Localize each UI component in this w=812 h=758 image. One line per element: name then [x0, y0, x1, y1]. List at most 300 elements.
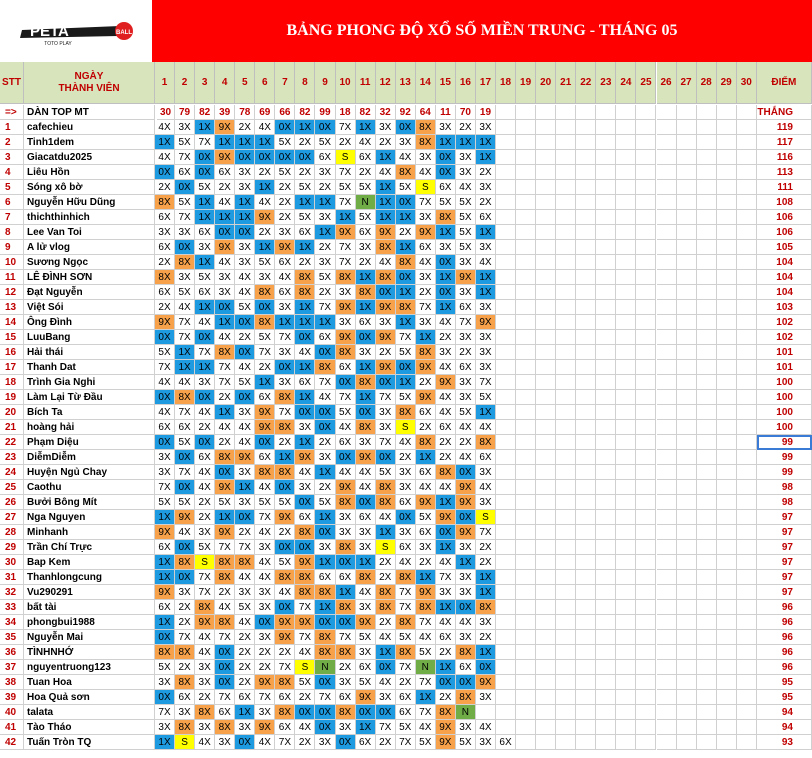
score-cell[interactable]: 3X [315, 255, 335, 270]
score-cell[interactable]: 1X [215, 315, 235, 330]
score-cell[interactable] [496, 450, 516, 465]
score-cell[interactable] [657, 435, 677, 450]
score-cell[interactable]: 6X [436, 180, 456, 195]
score-cell[interactable] [556, 675, 576, 690]
score-cell[interactable] [677, 630, 697, 645]
score-cell[interactable] [717, 510, 737, 525]
score-cell[interactable]: 1X [315, 600, 335, 615]
score-cell[interactable]: 8X [336, 645, 356, 660]
score-cell[interactable] [616, 270, 636, 285]
score-cell[interactable]: 1X [215, 135, 235, 150]
score-cell[interactable]: 6X [155, 285, 175, 300]
score-cell[interactable]: 7X [336, 120, 356, 135]
score-cell[interactable]: 7X [215, 690, 235, 705]
score-cell[interactable]: 6X [356, 150, 376, 165]
score-cell[interactable] [737, 150, 757, 165]
score-cell[interactable] [616, 345, 636, 360]
score-cell[interactable] [516, 270, 536, 285]
score-cell[interactable]: 7X [416, 300, 436, 315]
score-cell[interactable] [496, 615, 516, 630]
score-cell[interactable]: 1X [215, 405, 235, 420]
score-cell[interactable]: 8X [396, 615, 416, 630]
score-cell[interactable]: 6X [235, 690, 255, 705]
score-cell[interactable]: 8X [376, 600, 396, 615]
score-cell[interactable]: 0X [456, 675, 476, 690]
score-cell[interactable] [596, 270, 616, 285]
score-cell[interactable] [697, 405, 717, 420]
score-cell[interactable]: 1X [416, 690, 436, 705]
score-cell[interactable] [536, 150, 556, 165]
score-cell[interactable]: 5X [336, 180, 356, 195]
score-cell[interactable]: 3X [315, 540, 335, 555]
score-cell[interactable]: 3X [235, 465, 255, 480]
score-cell[interactable]: 4X [396, 150, 416, 165]
score-cell[interactable]: 8X [215, 615, 235, 630]
score-cell[interactable] [737, 480, 757, 495]
score-cell[interactable] [717, 615, 737, 630]
score-cell[interactable]: 7X [315, 690, 335, 705]
score-cell[interactable] [576, 465, 596, 480]
score-cell[interactable]: 3X [155, 225, 175, 240]
score-cell[interactable]: 7X [255, 510, 275, 525]
score-cell[interactable]: 0X [235, 390, 255, 405]
score-cell[interactable]: 4X [235, 420, 255, 435]
score-cell[interactable]: 5X [456, 225, 476, 240]
top-number-day-2[interactable]: 79 [175, 105, 195, 120]
top-number-day-3[interactable]: 82 [195, 105, 215, 120]
member-name[interactable]: cafechieu [24, 120, 155, 135]
score-cell[interactable]: 6X [275, 285, 295, 300]
score-cell[interactable]: 6X [195, 225, 215, 240]
score-cell[interactable]: 0X [315, 405, 335, 420]
score-cell[interactable]: 9X [255, 210, 275, 225]
score-cell[interactable]: 3X [175, 120, 195, 135]
score-cell[interactable] [616, 720, 636, 735]
score-cell[interactable]: 3X [255, 705, 275, 720]
score-cell[interactable] [576, 525, 596, 540]
score-cell[interactable]: 5X [376, 465, 396, 480]
score-cell[interactable] [677, 375, 697, 390]
score-cell[interactable]: 8X [376, 270, 396, 285]
score-cell[interactable]: 9X [215, 240, 235, 255]
score-cell[interactable]: 9X [376, 360, 396, 375]
score-cell[interactable]: 1X [376, 525, 396, 540]
score-cell[interactable]: 1X [356, 300, 376, 315]
score-cell[interactable]: 4X [376, 255, 396, 270]
score-cell[interactable]: 4X [376, 510, 396, 525]
score-cell[interactable] [596, 645, 616, 660]
score-cell[interactable] [496, 300, 516, 315]
score-cell[interactable]: 0X [275, 480, 295, 495]
score-cell[interactable]: 7X [275, 735, 295, 750]
score-cell[interactable]: 2X [175, 615, 195, 630]
score-cell[interactable] [496, 150, 516, 165]
score-cell[interactable]: 2X [295, 135, 315, 150]
score-cell[interactable]: 6X [416, 405, 436, 420]
score-cell[interactable] [636, 540, 656, 555]
score-cell[interactable] [596, 300, 616, 315]
score-cell[interactable] [697, 480, 717, 495]
top-number-day-15[interactable]: 11 [436, 105, 456, 120]
score-cell[interactable]: 8X [195, 600, 215, 615]
score-cell[interactable] [556, 120, 576, 135]
score-cell[interactable]: 0X [275, 600, 295, 615]
score-cell[interactable] [516, 240, 536, 255]
score-cell[interactable]: 5X [356, 180, 376, 195]
score-cell[interactable]: 4X [436, 555, 456, 570]
score-cell[interactable]: 9X [215, 480, 235, 495]
score-cell[interactable]: 9X [336, 300, 356, 315]
score-cell[interactable] [536, 330, 556, 345]
score-cell[interactable] [536, 345, 556, 360]
score-cell[interactable] [697, 570, 717, 585]
score-cell[interactable]: 3X [315, 210, 335, 225]
score-cell[interactable]: 5X [476, 390, 496, 405]
score-cell[interactable]: 8X [295, 525, 315, 540]
score-cell[interactable] [516, 615, 536, 630]
score-cell[interactable] [596, 210, 616, 225]
score-cell[interactable]: 3X [155, 675, 175, 690]
score-cell[interactable]: 7X [195, 135, 215, 150]
score-cell[interactable] [677, 510, 697, 525]
score-cell[interactable] [717, 420, 737, 435]
score-cell[interactable] [737, 390, 757, 405]
score-cell[interactable] [496, 705, 516, 720]
score-cell[interactable]: 1X [416, 570, 436, 585]
score-cell[interactable]: 8X [436, 465, 456, 480]
score-cell[interactable] [737, 510, 757, 525]
score-cell[interactable]: 9X [195, 615, 215, 630]
score-cell[interactable]: 9X [295, 615, 315, 630]
score-cell[interactable]: 4X [315, 390, 335, 405]
score-cell[interactable] [636, 165, 656, 180]
score-cell[interactable]: 2X [315, 180, 335, 195]
score-cell[interactable]: 9X [255, 420, 275, 435]
score-cell[interactable]: 1X [376, 195, 396, 210]
score-cell[interactable]: 2X [376, 735, 396, 750]
score-cell[interactable]: 0X [215, 465, 235, 480]
top-number-day-17[interactable]: 19 [476, 105, 496, 120]
score-cell[interactable] [556, 435, 576, 450]
member-points[interactable]: 99 [757, 450, 812, 465]
member-name[interactable]: Phạm Diệu [24, 435, 155, 450]
score-cell[interactable]: 0X [396, 510, 416, 525]
score-cell[interactable]: 3X [416, 540, 436, 555]
score-cell[interactable] [737, 285, 757, 300]
score-cell[interactable] [677, 150, 697, 165]
score-cell[interactable]: 7X [215, 540, 235, 555]
score-cell[interactable]: 1X [175, 345, 195, 360]
score-cell[interactable] [636, 510, 656, 525]
score-cell[interactable] [737, 615, 757, 630]
score-cell[interactable]: 7X [295, 600, 315, 615]
score-cell[interactable]: 6X [336, 570, 356, 585]
member-points[interactable]: 97 [757, 555, 812, 570]
score-cell[interactable]: 0X [315, 120, 335, 135]
score-cell[interactable]: 2X [215, 435, 235, 450]
score-cell[interactable]: 8X [295, 585, 315, 600]
score-cell[interactable]: 7X [476, 375, 496, 390]
score-cell[interactable] [596, 615, 616, 630]
score-cell[interactable]: 3X [356, 540, 376, 555]
score-cell[interactable] [717, 645, 737, 660]
score-cell[interactable]: 6X [336, 435, 356, 450]
score-cell[interactable]: 3X [456, 630, 476, 645]
score-cell[interactable]: 3X [195, 240, 215, 255]
score-cell[interactable]: 1X [155, 510, 175, 525]
score-cell[interactable] [556, 255, 576, 270]
score-cell[interactable]: 7X [315, 375, 335, 390]
score-cell[interactable]: 1X [255, 240, 275, 255]
score-cell[interactable] [717, 660, 737, 675]
score-cell[interactable] [556, 615, 576, 630]
score-cell[interactable]: S [195, 555, 215, 570]
score-cell[interactable]: 2X [436, 435, 456, 450]
score-cell[interactable] [536, 270, 556, 285]
score-cell[interactable]: 4X [436, 480, 456, 495]
score-cell[interactable]: 3X [456, 330, 476, 345]
score-cell[interactable]: 4X [275, 270, 295, 285]
score-cell[interactable] [657, 600, 677, 615]
score-cell[interactable] [636, 195, 656, 210]
score-cell[interactable]: 3X [235, 720, 255, 735]
score-cell[interactable] [556, 720, 576, 735]
score-cell[interactable]: 0X [155, 390, 175, 405]
score-cell[interactable] [556, 450, 576, 465]
score-cell[interactable]: 4X [396, 555, 416, 570]
score-cell[interactable] [576, 150, 596, 165]
score-cell[interactable]: 1X [295, 300, 315, 315]
score-cell[interactable]: 0X [436, 285, 456, 300]
score-cell[interactable]: 0X [235, 225, 255, 240]
score-cell[interactable] [697, 330, 717, 345]
score-cell[interactable] [717, 540, 737, 555]
score-cell[interactable] [717, 555, 737, 570]
score-cell[interactable] [616, 525, 636, 540]
score-cell[interactable] [677, 600, 697, 615]
score-cell[interactable]: 6X [436, 420, 456, 435]
member-name[interactable]: Việt Sói [24, 300, 155, 315]
score-cell[interactable] [657, 645, 677, 660]
score-cell[interactable] [717, 705, 737, 720]
score-cell[interactable] [596, 690, 616, 705]
score-cell[interactable]: 7X [175, 210, 195, 225]
score-cell[interactable]: 1X [436, 300, 456, 315]
score-cell[interactable]: 6X [436, 630, 456, 645]
score-cell[interactable]: 3X [356, 645, 376, 660]
score-cell[interactable]: 0X [456, 600, 476, 615]
member-points[interactable]: 95 [757, 675, 812, 690]
score-cell[interactable] [636, 375, 656, 390]
score-cell[interactable]: 5X [456, 240, 476, 255]
score-cell[interactable]: 6X [476, 210, 496, 225]
score-cell[interactable]: 7X [436, 570, 456, 585]
score-cell[interactable]: 2X [235, 675, 255, 690]
score-cell[interactable]: 3X [356, 525, 376, 540]
score-cell[interactable]: 1X [356, 270, 376, 285]
score-cell[interactable]: 9X [336, 225, 356, 240]
score-cell[interactable]: 7X [215, 630, 235, 645]
score-cell[interactable]: 7X [215, 360, 235, 375]
score-cell[interactable]: 2X [396, 225, 416, 240]
score-cell[interactable]: 5X [315, 270, 335, 285]
score-cell[interactable] [596, 360, 616, 375]
score-cell[interactable] [717, 360, 737, 375]
score-cell[interactable]: 6X [295, 510, 315, 525]
score-cell[interactable] [697, 600, 717, 615]
score-cell[interactable]: 3X [235, 165, 255, 180]
score-cell[interactable] [697, 375, 717, 390]
score-cell[interactable] [737, 315, 757, 330]
score-cell[interactable]: 4X [456, 180, 476, 195]
score-cell[interactable] [596, 120, 616, 135]
top-number-day-28[interactable] [697, 105, 717, 120]
score-cell[interactable]: 3X [275, 225, 295, 240]
score-cell[interactable] [556, 540, 576, 555]
score-cell[interactable] [657, 210, 677, 225]
score-cell[interactable]: 0X [315, 345, 335, 360]
score-cell[interactable]: 9X [155, 585, 175, 600]
score-cell[interactable]: 4X [255, 120, 275, 135]
score-cell[interactable]: 0X [396, 270, 416, 285]
score-cell[interactable]: 2X [376, 555, 396, 570]
top-number-day-19[interactable] [516, 105, 536, 120]
score-cell[interactable]: 8X [476, 600, 496, 615]
score-cell[interactable]: 8X [215, 345, 235, 360]
score-cell[interactable] [536, 480, 556, 495]
score-cell[interactable]: 3X [476, 360, 496, 375]
score-cell[interactable] [536, 525, 556, 540]
score-cell[interactable]: 9X [255, 405, 275, 420]
score-cell[interactable] [697, 510, 717, 525]
score-cell[interactable]: 4X [476, 480, 496, 495]
score-cell[interactable]: 3X [175, 225, 195, 240]
member-points[interactable]: 100 [757, 420, 812, 435]
score-cell[interactable] [737, 195, 757, 210]
score-cell[interactable]: 1X [195, 210, 215, 225]
score-cell[interactable]: 1X [195, 120, 215, 135]
score-cell[interactable] [657, 420, 677, 435]
score-cell[interactable] [657, 300, 677, 315]
score-cell[interactable]: 3X [456, 165, 476, 180]
score-cell[interactable]: 8X [155, 645, 175, 660]
member-points[interactable]: 93 [757, 735, 812, 750]
score-cell[interactable] [516, 405, 536, 420]
score-cell[interactable] [596, 555, 616, 570]
score-cell[interactable]: 3X [356, 600, 376, 615]
member-points[interactable]: 105 [757, 240, 812, 255]
score-cell[interactable] [596, 540, 616, 555]
score-cell[interactable] [636, 630, 656, 645]
score-cell[interactable] [697, 660, 717, 675]
score-cell[interactable]: 9X [215, 150, 235, 165]
score-cell[interactable] [496, 555, 516, 570]
score-cell[interactable]: 1X [376, 180, 396, 195]
score-cell[interactable]: 9X [436, 735, 456, 750]
score-cell[interactable]: 2X [376, 615, 396, 630]
score-cell[interactable]: 3X [456, 720, 476, 735]
score-cell[interactable] [536, 585, 556, 600]
score-cell[interactable]: 1X [295, 120, 315, 135]
score-cell[interactable]: 0X [315, 705, 335, 720]
score-cell[interactable]: 3X [476, 180, 496, 195]
score-cell[interactable]: 0X [356, 495, 376, 510]
score-cell[interactable] [596, 195, 616, 210]
score-cell[interactable] [516, 150, 536, 165]
score-cell[interactable] [636, 270, 656, 285]
score-cell[interactable]: 4X [356, 480, 376, 495]
score-cell[interactable]: 6X [175, 420, 195, 435]
score-cell[interactable]: 1X [235, 210, 255, 225]
top-number-day-9[interactable]: 99 [315, 105, 335, 120]
score-cell[interactable]: 4X [295, 465, 315, 480]
member-points[interactable]: 97 [757, 510, 812, 525]
score-cell[interactable]: 8X [295, 270, 315, 285]
score-cell[interactable]: 4X [376, 630, 396, 645]
score-cell[interactable]: 5X [175, 285, 195, 300]
score-cell[interactable]: 7X [155, 705, 175, 720]
score-cell[interactable] [536, 450, 556, 465]
score-cell[interactable] [536, 210, 556, 225]
score-cell[interactable]: 0X [215, 300, 235, 315]
score-cell[interactable] [697, 225, 717, 240]
score-cell[interactable]: 7X [195, 345, 215, 360]
score-cell[interactable]: 1X [155, 135, 175, 150]
score-cell[interactable] [596, 600, 616, 615]
score-cell[interactable]: 4X [416, 480, 436, 495]
score-cell[interactable]: 3X [315, 165, 335, 180]
member-name[interactable]: LÊ ĐÌNH SƠN [24, 270, 155, 285]
score-cell[interactable]: 8X [376, 240, 396, 255]
score-cell[interactable] [616, 210, 636, 225]
score-cell[interactable]: 2X [476, 630, 496, 645]
score-cell[interactable] [536, 645, 556, 660]
score-cell[interactable] [596, 150, 616, 165]
member-points[interactable]: 106 [757, 210, 812, 225]
score-cell[interactable] [697, 690, 717, 705]
score-cell[interactable]: 2X [396, 450, 416, 465]
score-cell[interactable] [657, 720, 677, 735]
score-cell[interactable] [677, 315, 697, 330]
score-cell[interactable]: 8X [215, 570, 235, 585]
score-cell[interactable] [516, 420, 536, 435]
score-cell[interactable] [556, 705, 576, 720]
score-cell[interactable]: 6X [336, 690, 356, 705]
score-cell[interactable]: 5X [356, 675, 376, 690]
score-cell[interactable]: 9X [476, 675, 496, 690]
score-cell[interactable] [737, 300, 757, 315]
score-cell[interactable] [596, 420, 616, 435]
score-cell[interactable]: 2X [195, 510, 215, 525]
score-cell[interactable]: 3X [356, 345, 376, 360]
score-cell[interactable]: 1X [396, 210, 416, 225]
score-cell[interactable]: 3X [416, 150, 436, 165]
score-cell[interactable]: 3X [336, 720, 356, 735]
score-cell[interactable] [576, 330, 596, 345]
score-cell[interactable] [697, 435, 717, 450]
score-cell[interactable] [596, 435, 616, 450]
score-cell[interactable] [536, 555, 556, 570]
score-cell[interactable]: 7X [255, 345, 275, 360]
score-cell[interactable]: 0X [195, 435, 215, 450]
score-cell[interactable]: 8X [456, 645, 476, 660]
score-cell[interactable]: 9X [416, 360, 436, 375]
score-cell[interactable]: 7X [476, 525, 496, 540]
score-cell[interactable]: 3X [235, 180, 255, 195]
score-cell[interactable]: 7X [175, 630, 195, 645]
score-cell[interactable]: 1X [255, 375, 275, 390]
score-cell[interactable] [496, 405, 516, 420]
